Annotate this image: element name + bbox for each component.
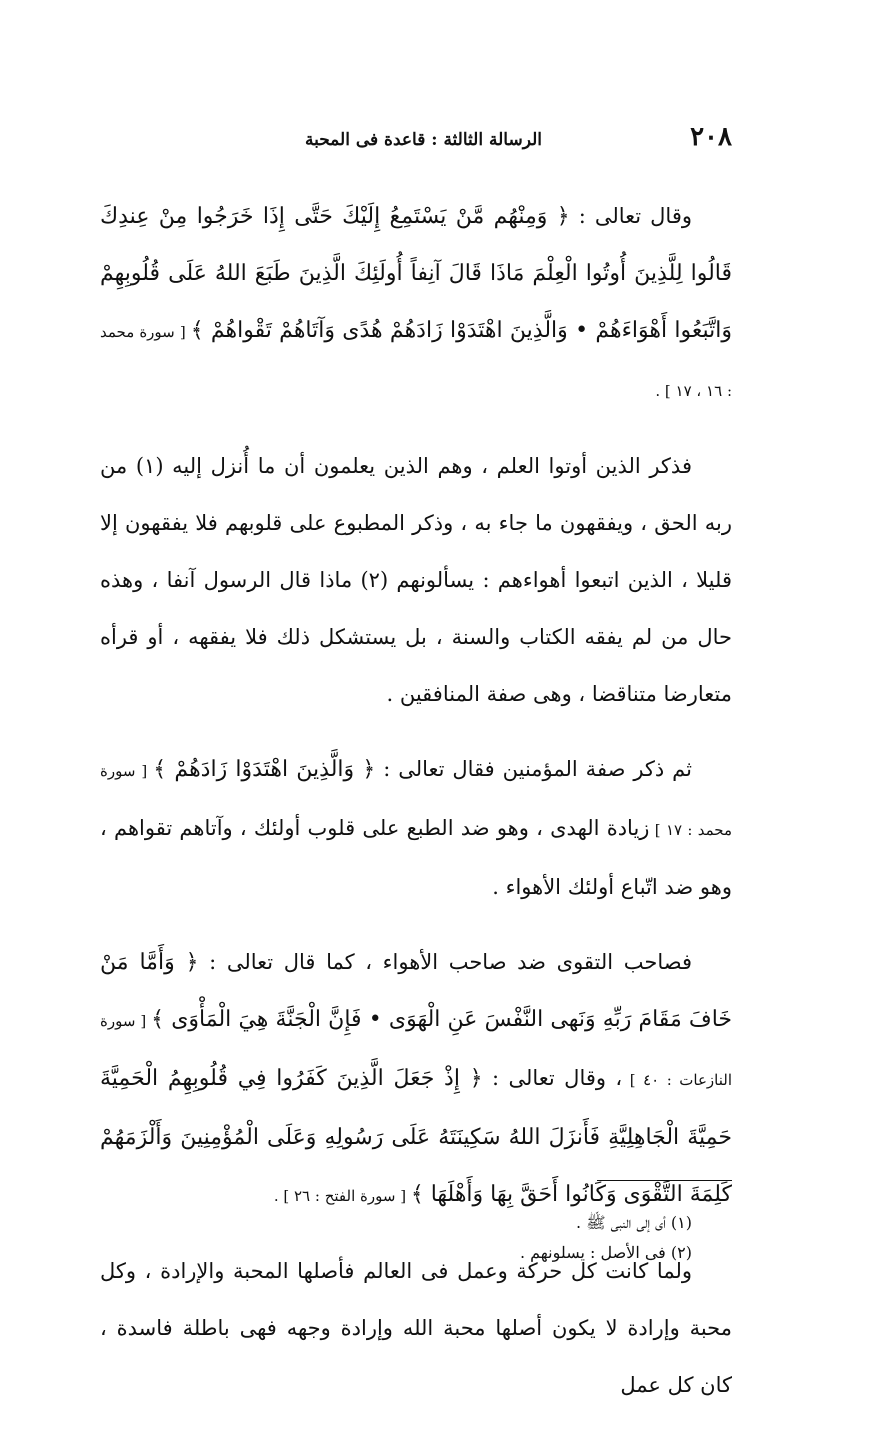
paragraph-intro: ثم ذكر صفة المؤمنين فقال تعالى :	[375, 757, 692, 781]
surah-reference-2: [ سورة الفتح : ٢٦ ] .	[273, 1187, 411, 1205]
paragraph-text: ولما كانت كل حركة وعمل فى العالم فأصلها المحبة والإرادة ، وكل محبة وإرادة لا يكون أصلها محبة الله وإرادة وجهه فهى باطلة فاسدة ، كان كل عمل	[100, 1259, 732, 1397]
paragraph-mid: ، وقال تعالى :	[482, 1066, 623, 1090]
paragraph-intro: فصاحب التقوى ضد صاحب الأهواء ، كما قال تعالى :	[198, 950, 692, 974]
page-header	[100, 122, 732, 162]
paragraph-3	[100, 741, 732, 916]
paragraph-intro: وقال تعالى :	[569, 204, 692, 228]
running-title: الرسالة الثالثة : قاعدة فى المحبة	[304, 130, 542, 150]
paragraph-5	[100, 1243, 732, 1414]
paragraph-1	[100, 188, 732, 420]
paragraph-outro: زيادة الهدى ، وهو ضد الطبع على قلوب أولئك ، وآتاهم تقواهم ، وهو ضد اتّباع أولئك الأهواء .	[100, 816, 732, 899]
footnote-1: (١) أى إلى النبى ﷺ .	[576, 1213, 692, 1232]
footnotes	[100, 1208, 692, 1268]
quran-verse: ﴿ وَالَّذِينَ اهْتَدَوْا زَادَهُمْ ﴾	[153, 757, 376, 782]
footnote-divider	[597, 1180, 732, 1181]
paragraph-4	[100, 934, 732, 1225]
surah-reference: [ سورة النازعات : ٤٠ ]	[100, 1012, 733, 1089]
paragraph-text: فذكر الذين أوتوا العلم ، وهم الذين يعلمون أن ما أُنزل إليه (١) من ربه الحق ، ويفقهون ما جاء به ، وذكر المطبوع على قلوبهم فلا يفقهون إلا قليلا ، الذين اتبعوا أهواءهم : يسألونهم (٢) ماذا قال الرسول آنفا ، وهذه حال من لم يفقه الكتاب والسنة ، بل يستشكل ذلك فلا يفقهه ، أو قرأه متعارضا متناقضا ، وهى صفة المنافقين .	[100, 454, 732, 706]
footnote-2: (٢) فى الأصل : يسلونهم .	[519, 1243, 692, 1262]
quran-verse-2: ﴿ إِذْ جَعَلَ الَّذِينَ كَفَرُوا فِي قُلُوبِهِمُ الْحَمِيَّةَ حَمِيَّةَ الْجَاهِلِيَّةِ فَأَنزَلَ اللهُ سَكِينَتَهُ عَلَى رَسُولِهِ وَعَلَى الْمُؤْمِنِينَ وَأَلْزَمَهُمْ كَلِمَةَ التَّقْوَى وَكَانُوا أَحَقَّ بِهَا وَأَهْلَهَا ﴾	[100, 1066, 732, 1207]
surah-reference: [ سورة محمد : ١٧ ]	[100, 762, 733, 839]
quran-verse: ﴿ وَأَمَّا مَنْ خَافَ مَقَامَ رَبِّهِ وَنَهى النَّفْسَ عَنِ الْهَوَى • فَإِنَّ الْجَنَّةَ هِيَ الْمَأْوَى ﴾	[100, 950, 732, 1032]
paragraph-2	[100, 438, 732, 723]
page-number: ٢٠٨	[690, 122, 732, 152]
quran-verse: ﴿ وَمِنْهُم مَّنْ يَسْتَمِعُ إِلَيْكَ حَتَّى إِذَا خَرَجُوا مِنْ عِندِكَ قَالُوا لِلَّذِينَ أُوتُوا الْعِلْمَ مَاذَا قَالَ آنِفاً أُولَئِكَ الَّذِينَ طَبَعَ اللهُ عَلَى قُلُوبِهِمْ وَاتَّبَعُوا أَهْوَاءَهُمْ • وَالَّذِينَ اهْتَدَوْا زَادَهُمْ هُدًى وَآتَاهُمْ تَقْواهُمْ ﴾	[100, 204, 732, 343]
surah-reference: [ سورة محمد : ١٦ ، ١٧ ] .	[100, 323, 732, 400]
